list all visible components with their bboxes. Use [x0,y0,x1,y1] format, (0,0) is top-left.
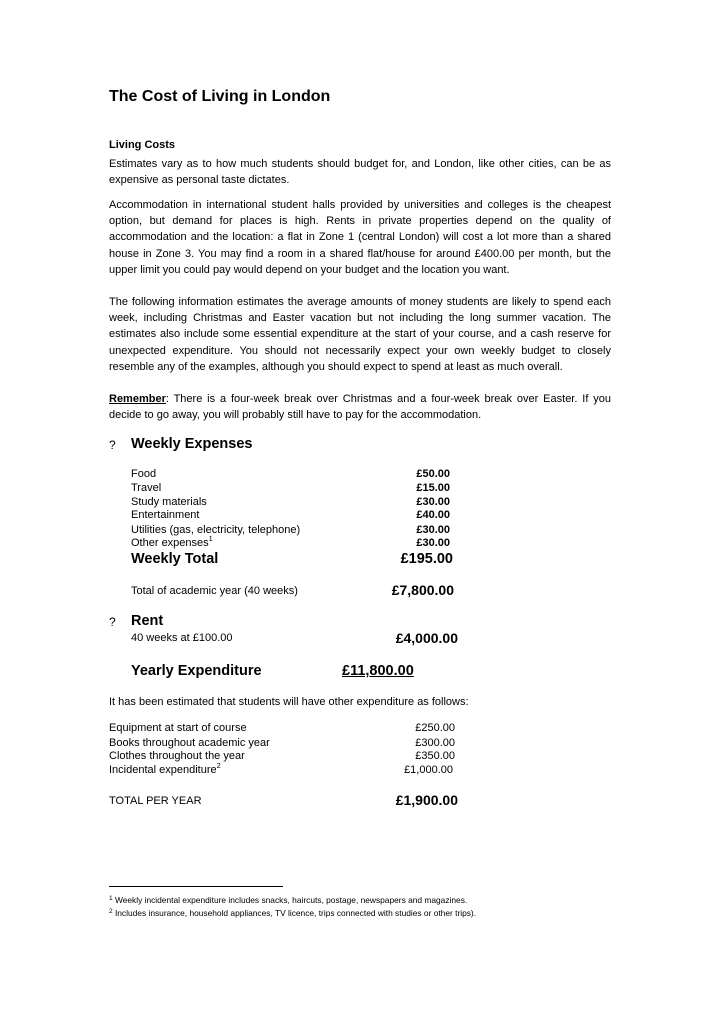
weekly-item-label: Food [131,468,157,480]
weekly-total-label: Weekly Total [131,551,219,567]
remember-paragraph [109,391,611,423]
bullet-rent: ? [109,615,116,629]
weekly-item-amount: £30.00 [416,524,450,536]
weekly-item-label: Travel [131,482,162,494]
other-item-amount: £350.00 [415,750,455,762]
footnote-1: $^1$ Weekly incidental expenditure includes snacks, haircuts, postage, newspapers and magazines. [109,895,468,905]
weekly-item-amount: £40.00 [416,509,450,521]
other-item-amount: £300.00 [415,737,455,749]
page-title: The Cost of Living in London [109,88,331,105]
accommodation-paragraph: Accommodation in international student halls provided by universities and colleges is the cheapest option, but demand for places is high. Rents in private properties depend on the quality of accommodation and the location: a flat in Zone 1 (central London) will cost a lot more than a shared house in Zone 3. You may find a room in a shared flat/house for around £400.00 per month, but the upper limit you could pay would depend on your budget and the location you want. [109,199,611,276]
weekly-item-amount: £30.00 [416,496,450,508]
remember-label: Remember [109,393,166,405]
total-per-year-label: TOTAL PER YEAR [109,795,202,807]
weekly-item-label: Entertainment [131,509,200,521]
living-costs-heading: Living Costs [109,139,176,151]
academic-year-label: Total of academic year (40 weeks) [131,585,298,597]
weekly-item-amount: £15.00 [416,482,450,494]
rent-label: 40 weeks at £100.00 [131,632,233,644]
weekly-expenses-heading: Weekly Expenses [131,436,253,452]
weekly-item-label: Study materials [131,496,207,508]
yearly-expenditure-amount: £11,800.00 [342,663,414,679]
other-intro: It has been estimated that students will have other expenditure as follows: [109,696,469,708]
remember-text: : There is a four-week break over Christmas and a four-week break over Easter. If you decide to go away, you will probably still have to pay for the accommodation. [109,393,611,422]
footnote-ref: 2 [216,761,221,770]
other-item-label: Books throughout academic year [109,737,270,749]
weekly-item-label: Utilities (gas, electricity, telephone) [131,524,301,536]
other-item-amount: £250.00 [415,722,455,734]
rent-amount: £4,000.00 [395,630,458,646]
other-item-amount: £1,000.00 [404,764,453,776]
rent-heading: Rent [131,613,164,629]
weekly-item-amount: £30.00 [416,537,450,549]
footnote-ref: 1 [208,534,213,543]
other-item-label: Equipment at start of course [109,722,247,734]
weekly-item-amount: £50.00 [416,468,450,480]
weekly-total-amount: £195.00 [400,551,453,567]
intro-paragraph: Estimates vary as to how much students should budget for, and London, like other cities, can be as expensive as personal taste dictates. [109,158,611,187]
total-per-year-amount: £1,900.00 [395,792,458,808]
weekly-item-label: Other expenses$^1$ [131,534,213,549]
estimates-paragraph: The following information estimates the average amounts of money students are likely to spend each week, including Christmas and Easter vacation but not including the long summer vacation. The estimates also include some essential expenditure at the start of your course, and a cash reserve for unexpected expenditure. You should not necessarily expect your own weekly budget to closely resemble any of the examples, although you should expect to spend at least as much overall. [109,296,611,373]
bullet-weekly: ? [109,438,116,452]
other-item-label: Clothes throughout the year [109,750,245,762]
yearly-expenditure-label: Yearly Expenditure [131,663,262,679]
other-item-label: Incidental expenditure$^2$ [109,761,221,776]
footnote-2: $^2$ Includes insurance, household appliances, TV licence, trips connected with studies or other trips). [109,908,477,918]
footnote-divider [109,886,283,887]
academic-year-amount: £7,800.00 [391,582,454,598]
